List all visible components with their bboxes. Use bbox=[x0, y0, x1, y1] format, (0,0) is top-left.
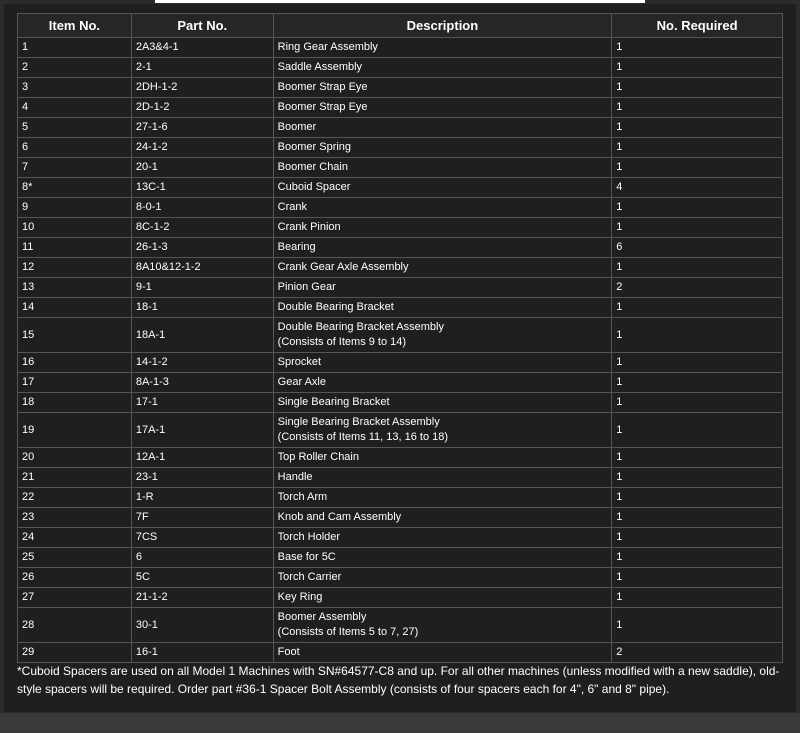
cell-description bbox=[273, 238, 612, 258]
cell-description bbox=[273, 373, 612, 393]
cell-no-required: 1 bbox=[612, 298, 783, 318]
cell-item-no: 14 bbox=[18, 298, 132, 318]
cell-description bbox=[273, 488, 612, 508]
description-line: Boomer Assembly bbox=[277, 611, 367, 623]
table-row bbox=[18, 258, 783, 278]
description-line: Single Bearing Bracket Assembly bbox=[277, 416, 440, 428]
description-line: Top Roller Chain bbox=[277, 451, 359, 463]
header-item-no: Item No. bbox=[18, 14, 132, 38]
cell-part-no: 18-1 bbox=[131, 298, 273, 318]
description-line: Bearing bbox=[277, 241, 316, 253]
cell-no-required: 1 bbox=[612, 118, 783, 138]
cell-part-no: 21-1-2 bbox=[131, 588, 273, 608]
cell-item-no: 11 bbox=[18, 238, 132, 258]
cell-item-no: 9 bbox=[18, 198, 132, 218]
cell-item-no: 23 bbox=[18, 508, 132, 528]
description-line: Key Ring bbox=[277, 591, 323, 603]
page-bottom-strip bbox=[0, 713, 800, 733]
table-row bbox=[18, 508, 783, 528]
cell-description bbox=[273, 568, 612, 588]
cell-item-no: 25 bbox=[18, 548, 132, 568]
cell-part-no: 12A-1 bbox=[131, 448, 273, 468]
description-line: Base for 5C bbox=[277, 551, 336, 563]
parts-table bbox=[17, 13, 783, 663]
table-row bbox=[18, 278, 783, 298]
description-note-line: (Consists of Items 11, 13, 16 to 18) bbox=[277, 431, 449, 443]
description-line: Double Bearing Bracket bbox=[277, 301, 394, 313]
cell-description bbox=[273, 588, 612, 608]
cell-part-no: 8-0-1 bbox=[131, 198, 273, 218]
cell-item-no: 1 bbox=[18, 38, 132, 58]
cell-no-required: 1 bbox=[612, 318, 783, 353]
cell-description bbox=[273, 278, 612, 298]
cell-no-required: 1 bbox=[612, 218, 783, 238]
description-line: Boomer Strap Eye bbox=[277, 81, 368, 93]
table-header-row bbox=[18, 14, 783, 38]
table-row bbox=[18, 118, 783, 138]
cell-part-no: 2A3&4-1 bbox=[131, 38, 273, 58]
cell-item-no: 27 bbox=[18, 588, 132, 608]
description-line: Saddle Assembly bbox=[277, 61, 363, 73]
description-line: Boomer Chain bbox=[277, 161, 348, 173]
cell-no-required: 1 bbox=[612, 588, 783, 608]
cell-part-no: 2D-1-2 bbox=[131, 98, 273, 118]
table-row bbox=[18, 373, 783, 393]
table-row bbox=[18, 488, 783, 508]
description-line: Crank Gear Axle Assembly bbox=[277, 261, 409, 273]
cell-no-required: 1 bbox=[612, 488, 783, 508]
table-row bbox=[18, 218, 783, 238]
cell-part-no: 7CS bbox=[131, 528, 273, 548]
cell-item-no: 6 bbox=[18, 138, 132, 158]
cell-description bbox=[273, 318, 612, 353]
description-line: Double Bearing Bracket Assembly bbox=[277, 321, 444, 333]
cell-no-required: 6 bbox=[612, 238, 783, 258]
cell-part-no: 18A-1 bbox=[131, 318, 273, 353]
cell-no-required: 1 bbox=[612, 508, 783, 528]
cell-description bbox=[273, 413, 612, 448]
cell-item-no: 29 bbox=[18, 643, 132, 663]
cell-item-no: 22 bbox=[18, 488, 132, 508]
cell-part-no: 5C bbox=[131, 568, 273, 588]
cell-part-no: 9-1 bbox=[131, 278, 273, 298]
description-note-line: (Consists of Items 9 to 14) bbox=[277, 336, 407, 348]
table-row bbox=[18, 78, 783, 98]
cell-item-no: 26 bbox=[18, 568, 132, 588]
table-row bbox=[18, 318, 783, 353]
cell-no-required: 1 bbox=[612, 138, 783, 158]
table-row bbox=[18, 158, 783, 178]
cell-no-required: 1 bbox=[612, 58, 783, 78]
cell-no-required: 1 bbox=[612, 528, 783, 548]
cell-part-no: 8A10&12-1-2 bbox=[131, 258, 273, 278]
cell-description bbox=[273, 78, 612, 98]
table-row bbox=[18, 448, 783, 468]
cell-item-no: 12 bbox=[18, 258, 132, 278]
description-line: Gear Axle bbox=[277, 376, 326, 388]
cell-part-no: 14-1-2 bbox=[131, 353, 273, 373]
cell-item-no: 19 bbox=[18, 413, 132, 448]
cell-item-no: 15 bbox=[18, 318, 132, 353]
table-row bbox=[18, 353, 783, 373]
cell-part-no: 6 bbox=[131, 548, 273, 568]
cell-description bbox=[273, 298, 612, 318]
description-line: Knob and Cam Assembly bbox=[277, 511, 402, 523]
cell-item-no: 20 bbox=[18, 448, 132, 468]
header-part-no: Part No. bbox=[131, 14, 273, 38]
cell-no-required: 1 bbox=[612, 393, 783, 413]
description-line: Torch Arm bbox=[277, 491, 328, 503]
cell-description bbox=[273, 218, 612, 238]
description-line: Crank Pinion bbox=[277, 221, 341, 233]
table-row bbox=[18, 238, 783, 258]
description-line: Foot bbox=[277, 646, 300, 658]
table-row bbox=[18, 588, 783, 608]
description-line: Ring Gear Assembly bbox=[277, 41, 378, 53]
cell-no-required: 4 bbox=[612, 178, 783, 198]
cell-item-no: 28 bbox=[18, 608, 132, 643]
cell-description bbox=[273, 158, 612, 178]
description-line: Boomer bbox=[277, 121, 317, 133]
cell-description bbox=[273, 178, 612, 198]
description-line: Cuboid Spacer bbox=[277, 181, 351, 193]
description-line: Sprocket bbox=[277, 356, 322, 368]
description-line: Handle bbox=[277, 471, 313, 483]
cell-description bbox=[273, 448, 612, 468]
cell-item-no: 13 bbox=[18, 278, 132, 298]
cell-description bbox=[273, 198, 612, 218]
cell-no-required: 1 bbox=[612, 353, 783, 373]
cell-item-no: 18 bbox=[18, 393, 132, 413]
cell-description bbox=[273, 118, 612, 138]
header-description: Description bbox=[273, 14, 612, 38]
cell-no-required: 2 bbox=[612, 643, 783, 663]
cell-item-no: 7 bbox=[18, 158, 132, 178]
cell-no-required: 1 bbox=[612, 608, 783, 643]
cell-item-no: 16 bbox=[18, 353, 132, 373]
table-row bbox=[18, 198, 783, 218]
cell-part-no: 16-1 bbox=[131, 643, 273, 663]
description-line: Pinion Gear bbox=[277, 281, 336, 293]
cell-part-no: 2DH-1-2 bbox=[131, 78, 273, 98]
cell-item-no: 8* bbox=[18, 178, 132, 198]
cell-description bbox=[273, 608, 612, 643]
table-row bbox=[18, 608, 783, 643]
cell-description bbox=[273, 38, 612, 58]
description-line: Single Bearing Bracket bbox=[277, 396, 390, 408]
cell-part-no: 26-1-3 bbox=[131, 238, 273, 258]
cell-item-no: 2 bbox=[18, 58, 132, 78]
table-row bbox=[18, 393, 783, 413]
cell-part-no: 17A-1 bbox=[131, 413, 273, 448]
cell-description bbox=[273, 138, 612, 158]
cell-no-required: 1 bbox=[612, 568, 783, 588]
cell-item-no: 17 bbox=[18, 373, 132, 393]
table-row bbox=[18, 568, 783, 588]
cell-part-no: 13C-1 bbox=[131, 178, 273, 198]
cell-description bbox=[273, 468, 612, 488]
cell-no-required: 1 bbox=[612, 413, 783, 448]
cell-description bbox=[273, 548, 612, 568]
table-row bbox=[18, 643, 783, 663]
cell-part-no: 24-1-2 bbox=[131, 138, 273, 158]
table-row bbox=[18, 298, 783, 318]
cell-no-required: 1 bbox=[612, 468, 783, 488]
cell-no-required: 1 bbox=[612, 548, 783, 568]
parts-table-body bbox=[18, 38, 783, 663]
table-row bbox=[18, 138, 783, 158]
cell-part-no: 8A-1-3 bbox=[131, 373, 273, 393]
cell-no-required: 1 bbox=[612, 158, 783, 178]
table-row bbox=[18, 58, 783, 78]
description-line: Boomer Spring bbox=[277, 141, 352, 153]
cell-part-no: 30-1 bbox=[131, 608, 273, 643]
table-row bbox=[18, 413, 783, 448]
cell-no-required: 1 bbox=[612, 78, 783, 98]
cell-description bbox=[273, 353, 612, 373]
cell-part-no: 8C-1-2 bbox=[131, 218, 273, 238]
table-row bbox=[18, 38, 783, 58]
cell-part-no: 2-1 bbox=[131, 58, 273, 78]
cell-description bbox=[273, 508, 612, 528]
cell-part-no: 23-1 bbox=[131, 468, 273, 488]
cell-part-no: 20-1 bbox=[131, 158, 273, 178]
description-line: Torch Holder bbox=[277, 531, 341, 543]
cell-description bbox=[273, 98, 612, 118]
top-divider bbox=[155, 0, 645, 3]
cell-item-no: 24 bbox=[18, 528, 132, 548]
cell-item-no: 3 bbox=[18, 78, 132, 98]
description-note-line: (Consists of Items 5 to 7, 27) bbox=[277, 626, 419, 638]
table-row bbox=[18, 178, 783, 198]
table-row bbox=[18, 98, 783, 118]
cell-description bbox=[273, 258, 612, 278]
table-row bbox=[18, 468, 783, 488]
cell-part-no: 27-1-6 bbox=[131, 118, 273, 138]
cell-no-required: 1 bbox=[612, 198, 783, 218]
cell-description bbox=[273, 58, 612, 78]
cell-item-no: 5 bbox=[18, 118, 132, 138]
cell-no-required: 1 bbox=[612, 258, 783, 278]
cell-no-required: 1 bbox=[612, 98, 783, 118]
header-no-required: No. Required bbox=[612, 14, 783, 38]
cell-no-required: 1 bbox=[612, 448, 783, 468]
cell-item-no: 4 bbox=[18, 98, 132, 118]
cell-item-no: 10 bbox=[18, 218, 132, 238]
cell-description bbox=[273, 528, 612, 548]
description-line: Torch Carrier bbox=[277, 571, 342, 583]
cell-description bbox=[273, 393, 612, 413]
description-line: Boomer Strap Eye bbox=[277, 101, 368, 113]
footnote: *Cuboid Spacers are used on all Model 1 Machines with SN#64577-C8 and up. For all other machines (unless modified with a new saddle), old-style spacers will be required. Order part #36-1 Spacer Bolt Assembly (consists of four spacers each for 4", 6" and 8" pipe). bbox=[17, 664, 780, 696]
description-line: Crank bbox=[277, 201, 308, 213]
cell-part-no: 1-R bbox=[131, 488, 273, 508]
cell-description bbox=[273, 643, 612, 663]
cell-no-required: 2 bbox=[612, 278, 783, 298]
cell-item-no: 21 bbox=[18, 468, 132, 488]
table-row bbox=[18, 528, 783, 548]
cell-part-no: 17-1 bbox=[131, 393, 273, 413]
cell-no-required: 1 bbox=[612, 38, 783, 58]
cell-no-required: 1 bbox=[612, 373, 783, 393]
table-row bbox=[18, 548, 783, 568]
cell-part-no: 7F bbox=[131, 508, 273, 528]
